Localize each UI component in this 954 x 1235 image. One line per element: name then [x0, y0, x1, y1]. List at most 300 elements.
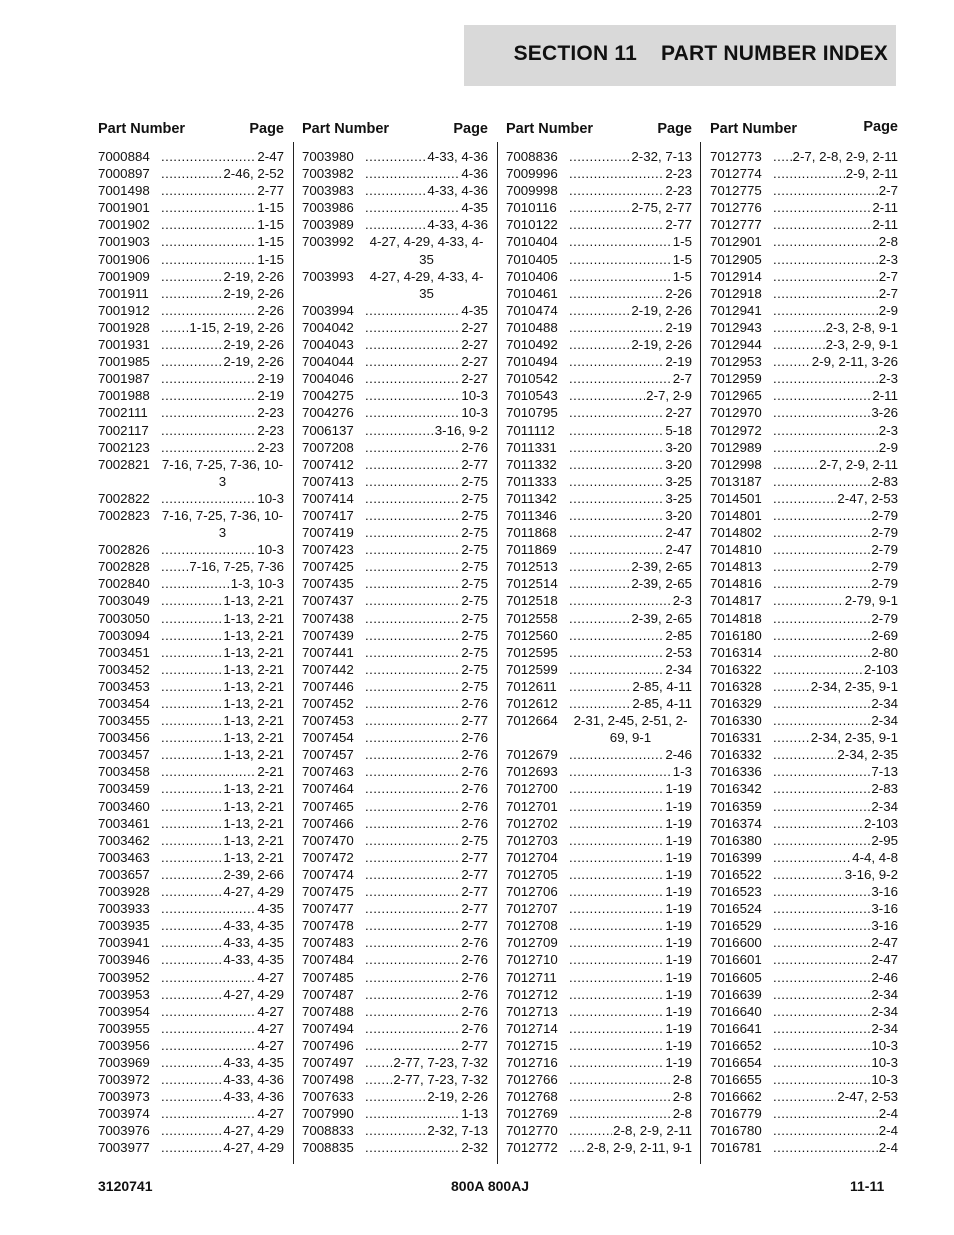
- index-entry: [710, 644, 898, 661]
- footer-doc-number: 3120741: [98, 1178, 153, 1194]
- index-entry: [302, 746, 488, 763]
- part-number: 7001901: [98, 200, 150, 216]
- part-number: 7009996: [506, 166, 558, 182]
- page-references: 1-19: [665, 1037, 692, 1053]
- index-entry: [506, 627, 692, 644]
- page-references: 1-13, 2-21: [223, 644, 284, 660]
- index-entry: [98, 610, 284, 627]
- page-references: 1-13, 2-21: [223, 610, 284, 626]
- leader-dots: [365, 575, 460, 592]
- part-number: 7012560: [506, 627, 558, 643]
- index-entry: [710, 678, 898, 695]
- leader-dots: [161, 182, 256, 199]
- part-number: 7012989: [710, 439, 762, 455]
- leader-dots: [569, 370, 672, 387]
- index-entry: [710, 1088, 898, 1105]
- part-number: 7016328: [710, 678, 762, 694]
- page-references: 2-27: [665, 405, 692, 421]
- page-references: 2-32: [461, 1140, 488, 1156]
- part-number: 7007208: [302, 439, 354, 455]
- leader-dots: [773, 336, 825, 353]
- leader-dots: [161, 849, 222, 866]
- page-references: 2-75: [461, 627, 488, 643]
- page-references: 4-4, 4-8: [852, 849, 898, 865]
- part-number-heading: Part Number: [506, 121, 594, 137]
- index-entry: [302, 439, 488, 456]
- leader-dots: [569, 1003, 664, 1020]
- part-number: 7003977: [98, 1140, 150, 1156]
- index-entry: [302, 268, 488, 302]
- part-number: 7007465: [302, 798, 354, 814]
- leader-dots: [161, 1071, 222, 1088]
- index-column-2: [302, 118, 488, 1157]
- index-entry: [506, 216, 692, 233]
- index-entry: [710, 302, 898, 319]
- part-number: 7016399: [710, 849, 762, 865]
- index-entry: [302, 969, 488, 986]
- index-entry: [710, 404, 898, 421]
- index-entry: [302, 917, 488, 934]
- index-entry: [506, 644, 692, 661]
- leader-dots: [773, 199, 871, 216]
- leader-dots: [161, 780, 222, 797]
- page-references: 10-3: [871, 1054, 898, 1070]
- part-number: 7010542: [506, 371, 558, 387]
- part-number: 7007472: [302, 849, 354, 865]
- part-number: 7010543: [506, 388, 558, 404]
- page-references: 1-3, 10-3: [230, 576, 284, 592]
- part-number: 7012944: [710, 337, 762, 353]
- leader-dots: [365, 1088, 426, 1105]
- index-entry: [506, 233, 692, 250]
- footer-model: 800A 800AJ: [451, 1178, 530, 1194]
- index-entry: [506, 849, 692, 866]
- page-references: 1-19: [665, 866, 692, 882]
- page-references: 2-77: [461, 456, 488, 472]
- index-entry: [710, 883, 898, 900]
- index-entry: [302, 815, 488, 832]
- index-entry: [98, 900, 284, 917]
- page-references: 4-27, 4-29: [223, 1123, 284, 1139]
- index-entry: [302, 661, 488, 678]
- index-entry: [98, 951, 284, 968]
- part-number: 7002117: [98, 422, 149, 438]
- part-number: 7012701: [506, 798, 558, 814]
- index-entry: [302, 456, 488, 473]
- page-heading: Page: [657, 121, 692, 137]
- page-references: 3-16: [871, 884, 898, 900]
- index-entry: [506, 832, 692, 849]
- index-entry: [302, 199, 488, 216]
- page-references: 2-76: [461, 781, 488, 797]
- leader-dots: [773, 1105, 878, 1122]
- leader-dots: [773, 592, 844, 609]
- leader-dots: [365, 1139, 460, 1156]
- part-number: 7007417: [302, 507, 354, 523]
- part-number: 7007454: [302, 730, 354, 746]
- index-entry: [506, 1020, 692, 1037]
- leader-dots: [365, 866, 460, 883]
- part-number: 7007485: [302, 969, 354, 985]
- part-number: 7007414: [302, 490, 354, 506]
- index-entry: [506, 507, 692, 524]
- leader-dots: [161, 763, 256, 780]
- part-number: 7012715: [506, 1037, 558, 1053]
- page-references: 2-83: [871, 473, 898, 489]
- leader-dots: [365, 404, 460, 421]
- part-number: 7001985: [98, 354, 150, 370]
- leader-dots: [773, 644, 870, 661]
- page-references: 2-75: [461, 507, 488, 523]
- column-header: [302, 118, 488, 148]
- part-number: 7007452: [302, 696, 354, 711]
- page-references: 1-13, 2-21: [223, 593, 284, 609]
- leader-dots: [161, 986, 222, 1003]
- leader-dots: [569, 490, 664, 507]
- part-number: 7003989: [302, 217, 354, 233]
- index-entry: [710, 849, 898, 866]
- index-entry: [710, 1105, 898, 1122]
- index-entry: [710, 917, 898, 934]
- index-entry: [506, 353, 692, 370]
- leader-dots: [569, 319, 664, 336]
- part-number: 7003946: [98, 952, 150, 968]
- part-number: 7004043: [302, 337, 354, 353]
- leader-dots: [569, 336, 630, 353]
- leader-dots: [161, 729, 222, 746]
- index-entry: [98, 1122, 284, 1139]
- index-entry: [506, 712, 692, 746]
- part-number: 7002826: [98, 542, 150, 558]
- leader-dots: [365, 849, 460, 866]
- leader-dots: [161, 199, 256, 216]
- leader-dots: [365, 473, 460, 490]
- page-references: 1-19: [665, 815, 692, 831]
- page-references: 2-23: [257, 422, 284, 438]
- index-entry: [98, 1037, 284, 1054]
- page-references: 2-47: [871, 935, 898, 951]
- part-number: 7010404: [506, 234, 558, 250]
- index-entry: [710, 148, 898, 165]
- leader-dots: [773, 387, 871, 404]
- page-references: 4-27, 4-29: [223, 1140, 284, 1156]
- page-references: 2-47: [665, 525, 692, 541]
- page-references: 2-9, 2-11, 3-26: [811, 354, 898, 370]
- index-entry: [98, 507, 284, 541]
- index-entry: [506, 336, 692, 353]
- leader-dots: [161, 575, 230, 592]
- page-references: 1-19: [665, 952, 692, 968]
- index-entry: [302, 729, 488, 746]
- index-entry: [98, 148, 284, 165]
- leader-dots: [161, 661, 222, 678]
- part-number: 7012679: [506, 747, 558, 763]
- leader-dots: [569, 1054, 664, 1071]
- leader-dots: [773, 422, 878, 439]
- index-entry: [506, 439, 692, 456]
- part-number: 7012714: [506, 1020, 558, 1036]
- index-entry: [506, 524, 692, 541]
- page-references: 1-19: [665, 901, 692, 917]
- section-title: PART NUMBER INDEX: [660, 42, 888, 65]
- index-entry: [302, 780, 488, 797]
- index-entry: [506, 251, 692, 268]
- index-entry: [710, 815, 898, 832]
- part-number: 7012914: [710, 268, 762, 284]
- leader-dots: [569, 883, 664, 900]
- page-references: 1-5: [672, 268, 692, 284]
- page-references: 2-83: [871, 781, 898, 797]
- part-number: 7003972: [98, 1072, 150, 1088]
- part-number: 7007478: [302, 918, 354, 934]
- index-entry: [98, 986, 284, 1003]
- page-references: 4-33, 4-35: [223, 935, 284, 951]
- leader-dots: [365, 182, 426, 199]
- index-entry: [302, 883, 488, 900]
- page-heading: Page: [863, 119, 898, 135]
- leader-dots: [161, 1054, 222, 1071]
- page-references: 2-3: [672, 593, 692, 609]
- part-number: 7012711: [506, 969, 557, 985]
- leader-dots: [365, 678, 460, 695]
- index-entry: [710, 712, 898, 729]
- leader-dots: [773, 456, 818, 473]
- index-entry: [302, 387, 488, 404]
- index-entry: [710, 524, 898, 541]
- part-number: 7012775: [710, 183, 762, 199]
- page-references: 2-46, 2-52: [223, 166, 284, 182]
- part-number: 7007457: [302, 747, 354, 763]
- part-number: 7012905: [710, 251, 762, 267]
- part-number: 7014810: [710, 542, 762, 558]
- page-references: 2-75: [461, 473, 488, 489]
- column-divider: [700, 142, 701, 1164]
- leader-dots: [365, 951, 460, 968]
- index-entry: [710, 353, 898, 370]
- index-entry: [98, 558, 284, 575]
- page-references: 7-16, 7-25, 7-36, 10-3: [161, 507, 284, 541]
- index-entry: [98, 182, 284, 199]
- leader-dots: [773, 370, 878, 387]
- page-references: 10-3: [257, 490, 284, 506]
- leader-dots: [773, 524, 870, 541]
- part-number: 7003094: [98, 627, 150, 643]
- page-references: 1-15: [257, 217, 284, 233]
- page-references: 2-76: [461, 986, 488, 1002]
- index-entry: [710, 439, 898, 456]
- index-entry: [98, 644, 284, 661]
- part-number: 7002822: [98, 490, 150, 506]
- page-references: 7-16, 7-25, 7-36, 10-3: [161, 456, 284, 489]
- page-references: 2-79: [871, 610, 898, 626]
- leader-dots: [365, 934, 460, 951]
- leader-dots: [569, 763, 672, 780]
- page-references: 2-26: [665, 285, 692, 301]
- index-entry: [302, 165, 488, 182]
- index-entry: [710, 268, 898, 285]
- leader-dots: [365, 780, 460, 797]
- leader-dots: [569, 182, 664, 199]
- page-references: 4-33, 4-35: [223, 952, 284, 968]
- part-number: 7010474: [506, 302, 558, 318]
- page-references: 1-19: [665, 986, 692, 1002]
- part-number: 7007423: [302, 542, 354, 558]
- part-number: 7016374: [710, 815, 762, 831]
- index-entry: [506, 986, 692, 1003]
- leader-dots: [773, 439, 878, 456]
- index-entry: [98, 575, 284, 592]
- index-entry: [302, 1054, 488, 1071]
- index-entry: [302, 302, 488, 319]
- leader-dots: [773, 746, 836, 763]
- leader-dots: [773, 986, 870, 1003]
- index-entry: [710, 610, 898, 627]
- index-entry: [506, 1139, 692, 1156]
- part-number: 7012943: [710, 319, 762, 335]
- leader-dots: [569, 165, 664, 182]
- page-references: 2-32, 7-13: [631, 149, 692, 164]
- index-entry: [302, 951, 488, 968]
- index-entry: [506, 1122, 692, 1139]
- part-number: 7012712: [506, 986, 558, 1002]
- leader-dots: [773, 661, 863, 678]
- part-number: 7002828: [98, 559, 150, 575]
- page-references: 2-19, 2-26: [223, 354, 284, 370]
- part-number: 7012513: [506, 559, 558, 575]
- page-references: 2-11: [872, 388, 898, 404]
- index-entry: [98, 627, 284, 644]
- index-entry: [302, 763, 488, 780]
- part-number: 7003993: [302, 268, 354, 284]
- page-references: 2-75, 2-77: [631, 200, 692, 216]
- part-number: 7003463: [98, 849, 150, 865]
- part-number: 7008835: [302, 1140, 354, 1156]
- index-entry: [506, 917, 692, 934]
- page-references: 2-75: [461, 490, 488, 506]
- part-number: 7012706: [506, 884, 558, 900]
- part-number: 7004046: [302, 371, 354, 387]
- leader-dots: [773, 541, 870, 558]
- page-references: 2-26: [257, 302, 284, 318]
- index-entry: [506, 1037, 692, 1054]
- index-entry: [98, 1088, 284, 1105]
- leader-dots: [161, 216, 256, 233]
- index-entry: [98, 353, 284, 370]
- leader-dots: [569, 387, 645, 404]
- footer-page-number: 11-11: [850, 1178, 885, 1194]
- index-entry: [710, 490, 898, 507]
- page-references: 2-19: [665, 354, 692, 370]
- page-references: 4-35: [257, 901, 284, 917]
- leader-dots: [569, 439, 664, 456]
- page-references: 1-13, 2-21: [223, 627, 284, 643]
- part-number: 7012970: [710, 405, 762, 421]
- part-number: 7014802: [710, 525, 762, 541]
- index-entry: [506, 934, 692, 951]
- leader-dots: [161, 627, 222, 644]
- index-entry: [506, 610, 692, 627]
- part-number: 7001928: [98, 319, 150, 335]
- part-number: 7003986: [302, 200, 354, 216]
- index-entry: [506, 780, 692, 797]
- page-references: 1-13, 2-21: [223, 815, 284, 831]
- leader-dots: [161, 165, 222, 182]
- index-entry: [302, 182, 488, 199]
- page-references: 1-13, 2-21: [223, 661, 284, 677]
- leader-dots: [161, 148, 256, 165]
- part-number: 7016639: [710, 986, 762, 1002]
- leader-dots: [773, 319, 825, 336]
- part-number: 7010116: [506, 200, 557, 216]
- leader-dots: [773, 678, 810, 695]
- part-number: 7012599: [506, 661, 558, 677]
- index-entry: [98, 285, 284, 302]
- page-references: 2-21: [257, 764, 284, 780]
- index-entry: [506, 319, 692, 336]
- part-number: 7012773: [710, 149, 762, 164]
- page-references: 2-75: [461, 576, 488, 592]
- page-references: 1-19: [665, 1003, 692, 1019]
- part-number: 7007475: [302, 884, 354, 900]
- leader-dots: [773, 627, 870, 644]
- index-entry: [98, 746, 284, 763]
- part-number: 7003953: [98, 986, 150, 1002]
- leader-dots: [161, 302, 256, 319]
- page-references: 1-13, 2-21: [223, 747, 284, 763]
- page-references: 2-4: [878, 1106, 898, 1122]
- page-references: 4-36: [461, 166, 488, 182]
- index-column-4: [710, 118, 898, 1157]
- page-references: 2-77: [665, 217, 692, 233]
- leader-dots: [161, 1139, 222, 1156]
- part-number: 7003452: [98, 661, 150, 677]
- page-references: 1-15: [257, 251, 284, 267]
- leader-dots: [365, 661, 460, 678]
- page-references: 2-27: [461, 319, 488, 335]
- leader-dots: [161, 1088, 222, 1105]
- part-number: 7011868: [506, 525, 557, 541]
- part-number: 7003969: [98, 1054, 150, 1070]
- index-entry: [98, 251, 284, 268]
- leader-dots: [773, 1071, 870, 1088]
- leader-dots: [569, 592, 672, 609]
- part-number: 7012595: [506, 644, 558, 660]
- part-number: 7004042: [302, 319, 354, 335]
- page-references: 2-7: [878, 183, 898, 199]
- index-entry: [506, 815, 692, 832]
- page-references: 1-5: [672, 234, 692, 250]
- page-references: 4-33, 4-36: [223, 1072, 284, 1088]
- page-references: 1-19: [665, 849, 692, 865]
- leader-dots: [569, 302, 630, 319]
- page-references: 2-75: [461, 542, 488, 558]
- page-references: 2-46: [665, 747, 692, 763]
- leader-dots: [365, 1003, 460, 1020]
- page-heading: Page: [249, 121, 284, 137]
- leader-dots: [365, 422, 434, 439]
- leader-dots: [161, 900, 256, 917]
- leader-dots: [365, 729, 460, 746]
- page-references: 2-34: [871, 713, 898, 729]
- page-heading: Page: [453, 121, 488, 137]
- page-references: 2-34, 2-35, 9-1: [810, 730, 898, 746]
- index-entry: [506, 199, 692, 216]
- part-number: 7003982: [302, 166, 354, 182]
- part-number: 7012693: [506, 764, 558, 780]
- part-number: 7012777: [710, 217, 762, 233]
- index-entry: [506, 1105, 692, 1122]
- index-entry: [98, 592, 284, 609]
